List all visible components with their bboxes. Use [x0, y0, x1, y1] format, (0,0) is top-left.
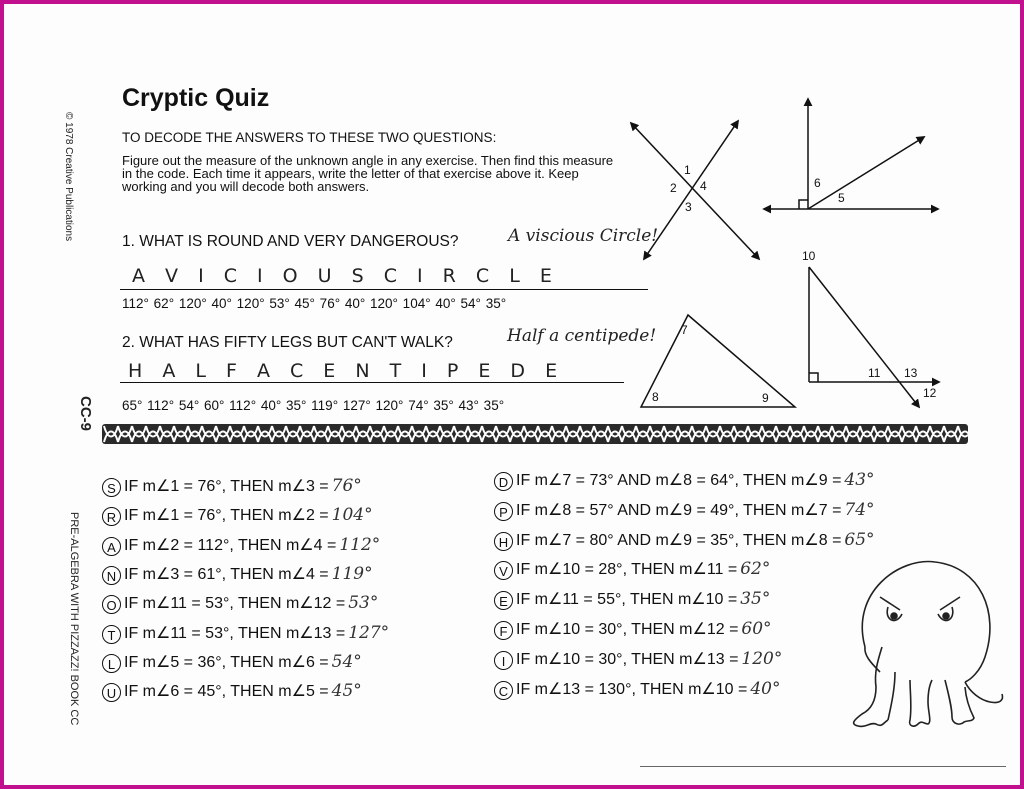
- exercise-text: IF m∠10 = 30°, THEN m∠12 =: [516, 621, 739, 638]
- exercise-letter-badge: L: [102, 654, 121, 673]
- triangle-figure: [641, 315, 795, 407]
- exercise-letter-badge: O: [102, 595, 121, 614]
- exercise-r: [102, 505, 373, 526]
- question-2-decoded-letters: H A L F A C E N T I P E D E: [128, 360, 559, 382]
- intro-heading: TO DECODE THE ANSWERS TO THESE TWO QUESTIONS:: [122, 130, 497, 145]
- exercise-text: IF m∠8 = 57° AND m∠9 = 49°, THEN m∠7 =: [516, 501, 842, 519]
- bottom-rule: [640, 766, 1006, 767]
- exercise-p: [494, 500, 875, 521]
- exercise-text: IF m∠2 = 112°, THEN m∠4 =: [124, 536, 337, 554]
- exercise-letter-badge: C: [494, 681, 513, 700]
- exercise-text: IF m∠7 = 73° AND m∠8 = 64°, THEN m∠9 =: [516, 472, 842, 489]
- exercise-text: IF m∠3 = 61°, THEN m∠4 =: [124, 565, 329, 583]
- exercise-handwritten-answer: 54°: [331, 651, 362, 672]
- exercise-text: IF m∠13 = 130°, THEN m∠10 =: [516, 680, 748, 698]
- exercise-text: IF m∠1 = 76°, THEN m∠3 =: [124, 478, 329, 495]
- exercise-handwritten-answer: 119°: [331, 563, 373, 584]
- exercise-text: IF m∠10 = 30°, THEN m∠13 =: [516, 650, 739, 668]
- page-title: Cryptic Quiz: [122, 84, 270, 112]
- exercise-text: IF m∠11 = 53°, THEN m∠13 =: [124, 624, 346, 642]
- exercise-u: [102, 681, 362, 702]
- exercise-c: [494, 679, 780, 700]
- exercise-handwritten-answer: 62°: [740, 559, 771, 580]
- angle-label-13: 13: [904, 366, 918, 380]
- exercise-letter-badge: I: [494, 651, 513, 670]
- exercise-text: IF m∠1 = 76°, THEN m∠2 =: [124, 507, 329, 525]
- exercise-text: IF m∠11 = 53°, THEN m∠12 =: [124, 595, 346, 613]
- right-triangle-figure: [809, 267, 939, 407]
- exercise-handwritten-answer: 53°: [348, 593, 379, 614]
- exercise-letter-badge: N: [102, 566, 121, 585]
- question-2: 2. WHAT HAS FIFTY LEGS BUT CAN'T WALK?: [122, 334, 453, 351]
- angle-label-3: 3: [685, 200, 692, 214]
- exercise-handwritten-answer: 65°: [844, 529, 875, 550]
- exercise-letter-badge: A: [102, 537, 121, 556]
- exercise-handwritten-answer: 35°: [740, 589, 771, 610]
- exercise-letter-badge: R: [102, 507, 121, 526]
- exercise-handwritten-answer: 60°: [741, 619, 772, 639]
- worksheet-page: [4, 4, 1020, 785]
- angle-label-6: 6: [814, 176, 821, 190]
- angle-label-2: 2: [670, 181, 677, 195]
- exercise-text: IF m∠6 = 45°, THEN m∠5 =: [124, 683, 329, 701]
- exercise-e: [494, 589, 770, 610]
- page-code: CC-9: [77, 396, 94, 432]
- exercise-handwritten-answer: 45°: [331, 681, 362, 702]
- exercise-handwritten-answer: 74°: [844, 499, 875, 520]
- question-1-handwritten-answer: A viscious Circle!: [508, 226, 659, 246]
- monster-illustration: [840, 552, 1010, 732]
- book-title: PRE-ALGEBRA WITH PIZZAZZ! BOOK CC: [68, 512, 80, 726]
- exercise-l: [102, 652, 362, 673]
- exercise-letter-badge: H: [494, 532, 513, 551]
- exercise-letter-badge: D: [494, 472, 513, 491]
- exercise-handwritten-answer: 120°: [741, 648, 783, 669]
- exercise-text: IF m∠5 = 36°, THEN m∠6 =: [124, 653, 329, 671]
- angle-label-4: 4: [700, 179, 707, 193]
- exercise-handwritten-answer: 76°: [331, 476, 362, 496]
- exercise-v: [494, 559, 770, 580]
- question-1-code: 112° 62° 120° 40° 120° 53° 45° 76° 40° 120° 104° 40° 54° 35°: [122, 296, 507, 311]
- question-2-code: 65° 112° 54° 60° 112° 40° 35° 119° 127° 120° 74° 35° 43° 35°: [122, 398, 505, 413]
- exercise-text: IF m∠11 = 55°, THEN m∠10 =: [516, 591, 738, 609]
- angle-label-7: 7: [681, 323, 688, 337]
- copyright-text: © 1978 Creative Publications: [63, 112, 74, 242]
- angle-figures: [4, 4, 1020, 464]
- exercise-s: [102, 476, 362, 497]
- exercise-letter-badge: T: [102, 625, 121, 644]
- instructions-text: Figure out the measure of the unknown angle in any exercise. Then find this measure in the code. Each time it appears, write the letter of that exercise above it. Keep working and you will decode both answers.: [122, 153, 614, 194]
- decorative-braid-border: [102, 424, 972, 444]
- exercise-handwritten-answer: 127°: [348, 622, 390, 643]
- exercise-letter-badge: P: [494, 502, 513, 521]
- angle-label-5: 5: [838, 191, 845, 205]
- exercise-n: [102, 564, 373, 585]
- exercise-letter-badge: E: [494, 591, 513, 610]
- question-1: 1. WHAT IS ROUND AND VERY DANGEROUS?: [122, 233, 459, 250]
- exercise-letter-badge: S: [102, 478, 121, 497]
- exercise-f: [494, 619, 772, 640]
- angle-label-1: 1: [684, 163, 691, 177]
- exercise-o: [102, 593, 378, 614]
- question-1-decoded-letters: A V I C I O U S C I R C L E: [132, 265, 553, 287]
- exercise-text: IF m∠7 = 80° AND m∠9 = 35°, THEN m∠8 =: [516, 531, 842, 549]
- exercise-h: [494, 530, 875, 551]
- angle-label-12: 12: [923, 386, 937, 400]
- intersecting-lines-figure: [631, 121, 759, 259]
- angle-label-10: 10: [802, 249, 816, 263]
- exercise-handwritten-answer: 112°: [339, 534, 381, 555]
- exercise-t: [102, 623, 389, 644]
- angle-label-8: 8: [652, 390, 659, 404]
- angle-label-9: 9: [762, 391, 769, 405]
- exercise-text: IF m∠10 = 28°, THEN m∠11 =: [516, 561, 738, 579]
- angle-label-11: 11: [868, 366, 881, 380]
- right-angle-ray-figure: [764, 99, 938, 209]
- exercise-letter-badge: F: [494, 621, 513, 640]
- exercise-letter-badge: U: [102, 683, 121, 702]
- question-2-handwritten-answer: Half a centipede!: [507, 326, 657, 346]
- exercise-handwritten-answer: 104°: [331, 505, 373, 526]
- exercise-handwritten-answer: 43°: [844, 470, 875, 490]
- exercise-handwritten-answer: 40°: [750, 678, 781, 699]
- exercise-d: [494, 470, 875, 491]
- exercise-letter-badge: V: [494, 561, 513, 580]
- exercise-a: [102, 535, 380, 556]
- exercise-i: [494, 649, 782, 670]
